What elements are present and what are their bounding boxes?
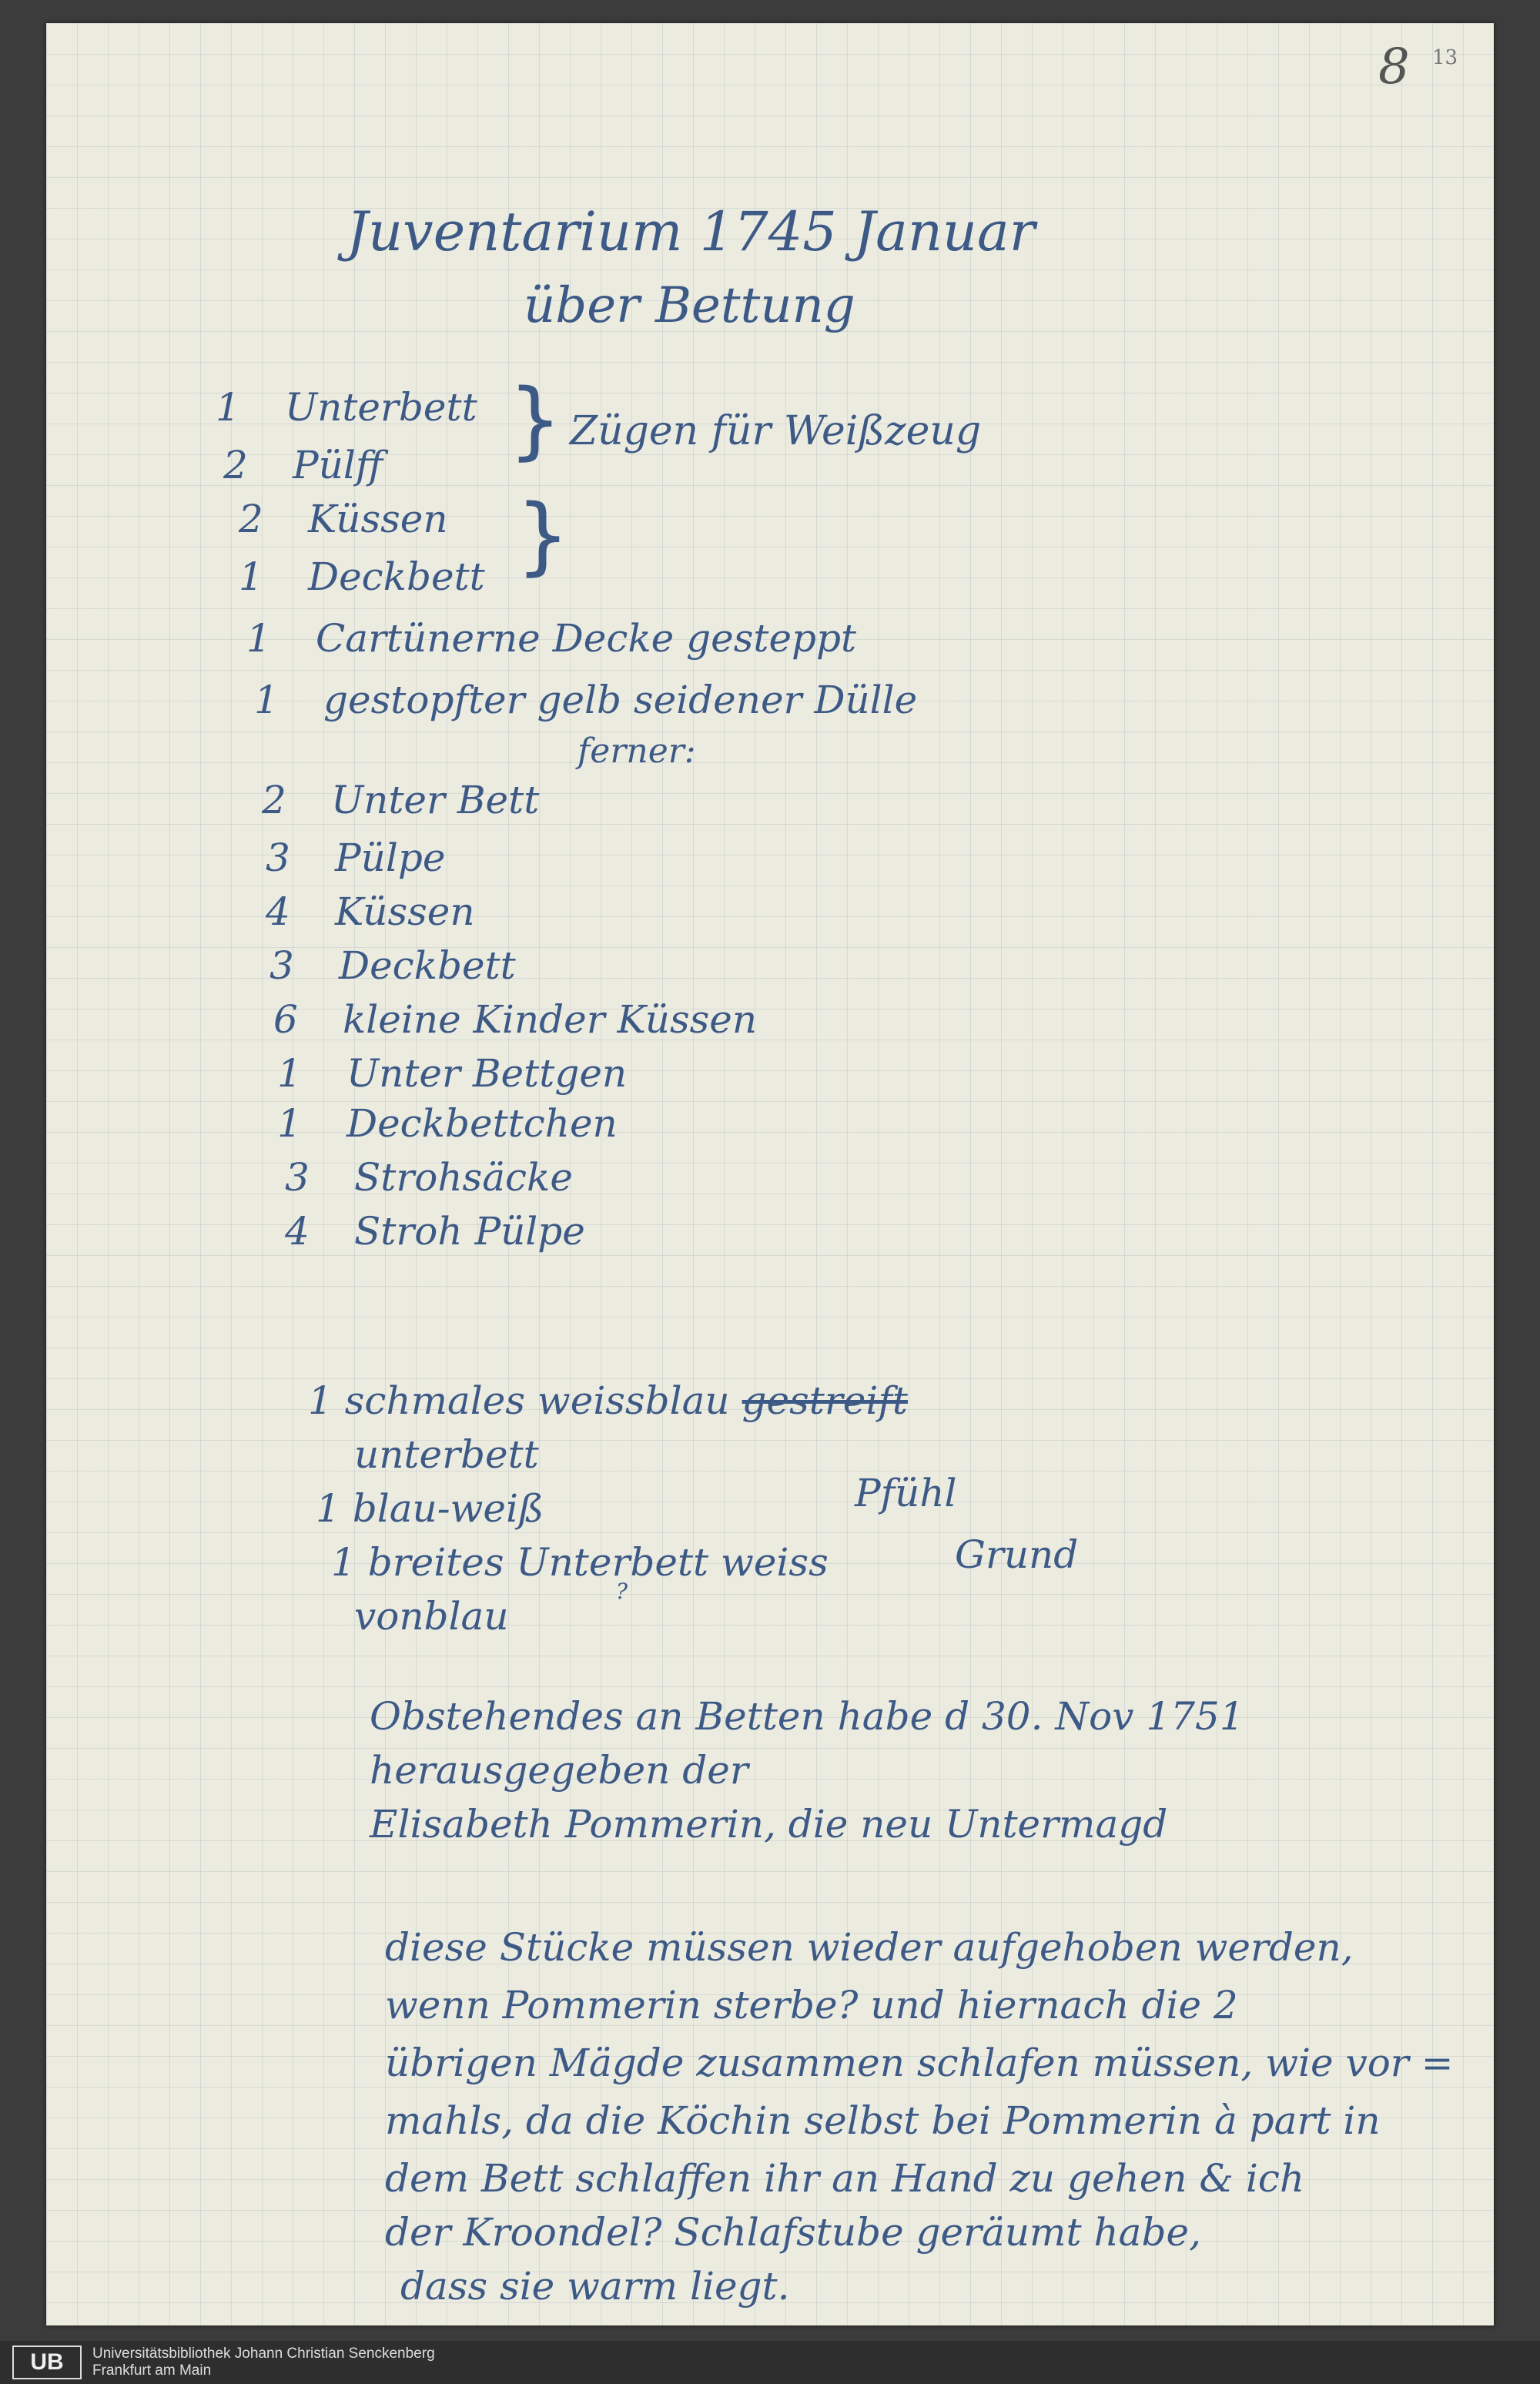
list-item [239,554,485,599]
item-text: Pülpe [335,835,446,880]
margin-note: Pfühl [855,1471,957,1515]
ub-logo: UB [12,2345,82,2379]
brace-mark: } [508,370,562,469]
item-quantity: 6 [273,997,298,1042]
library-footer [0,2341,1540,2384]
item-quantity: 1 [246,616,271,661]
item-quantity: 2 [223,443,248,487]
list-item [266,835,445,880]
note-line: dass sie warm liegt. [400,2264,790,2309]
entry-line: 1 blau-weiß [316,1486,544,1531]
entry-text: 1 schmales weissblau [308,1378,730,1423]
item-quantity: 3 [270,943,294,988]
item-quantity: 1 [254,678,279,722]
item-text: Cartünerne Decke gesteppt [316,616,857,661]
margin-note: Grund [955,1532,1079,1577]
list-item [266,889,475,934]
item-text: gestopfter gelb seidener Dülle [323,678,918,722]
item-quantity: 1 [277,1101,302,1146]
ferner-label: ferner: [578,732,696,771]
question-mark: ? [616,1579,628,1604]
item-text: Unter Bett [331,778,540,822]
item-quantity: 3 [285,1155,310,1200]
folio-number-small: 13 [1432,46,1458,69]
note-line: mahls, da die Köchin selbst bei Pommerin à part in [385,2098,1381,2143]
note-line: herausgegeben der [370,1748,748,1793]
footer-line-2: Frankfurt am Main [92,2362,212,2379]
list-item [216,385,477,430]
item-quantity: 2 [239,497,263,541]
item-text: Deckbett [308,554,485,599]
item-quantity: 2 [262,778,286,822]
folio-number: 8 [1378,39,1410,95]
list-item [239,497,448,541]
list-item [223,443,383,487]
title-line-1: Juventarium 1745 Januar [346,200,1036,263]
brace-mark: } [516,486,570,584]
manuscript-page [46,23,1494,2325]
note-line: übrigen Mägde zusammen schlafen müssen, wie vor = [385,2041,1454,2085]
footer-line-1: Universitätsbibliothek Johann Christian Senckenberg [92,2345,435,2362]
item-quantity: 1 [239,554,263,599]
list-item [262,778,539,822]
note-line: diese Stücke müssen wieder aufgehoben werden, [385,1925,1354,1970]
list-item [285,1155,573,1200]
list-item [270,943,516,988]
entry-line: unterbett [354,1432,539,1477]
item-text: Unterbett [285,385,477,430]
entry-line: 1 breites Unterbett weiss [331,1540,829,1585]
item-text: kleine Kinder Küssen [343,997,758,1042]
item-text: Küssen [335,889,475,934]
note-line: Obstehendes an Betten habe d 30. Nov 1751 [370,1694,1244,1739]
list-item [285,1209,585,1254]
item-text: Unter Bettgen [346,1051,628,1096]
item-quantity: 1 [277,1051,302,1096]
item-text: Küssen [308,497,448,541]
item-quantity: 3 [266,835,290,880]
list-item [254,678,917,722]
list-item [273,997,757,1042]
struck-text: gestreift [742,1378,908,1423]
note-line: der Kroondel? Schlafstube geräumt habe, [385,2210,1201,2255]
footer-text [92,2345,435,2379]
item-text: Strohsäcke [354,1155,573,1200]
brace-note: Zügen für Weißzeug [570,408,982,454]
note-line: wenn Pommerin sterbe? und hiernach die 2 [385,1983,1238,2027]
item-text: Deckbettchen [346,1101,618,1146]
note-line: Elisabeth Pommerin, die neu Untermagd [370,1802,1168,1847]
entry-line: vonblau [354,1594,509,1639]
entry-line [308,1378,908,1423]
list-item [277,1051,627,1096]
list-item [277,1101,618,1146]
note-line: dem Bett schlaffen ihr an Hand zu gehen & ich [385,2156,1305,2201]
item-text: Stroh Pülpe [354,1209,585,1254]
item-quantity: 4 [266,889,290,934]
item-quantity: 4 [285,1209,310,1254]
title-line-2: über Bettung [524,277,855,334]
item-text: Pülff [293,443,383,487]
item-text: Deckbett [339,943,516,988]
item-quantity: 1 [216,385,240,430]
list-item [246,616,856,661]
